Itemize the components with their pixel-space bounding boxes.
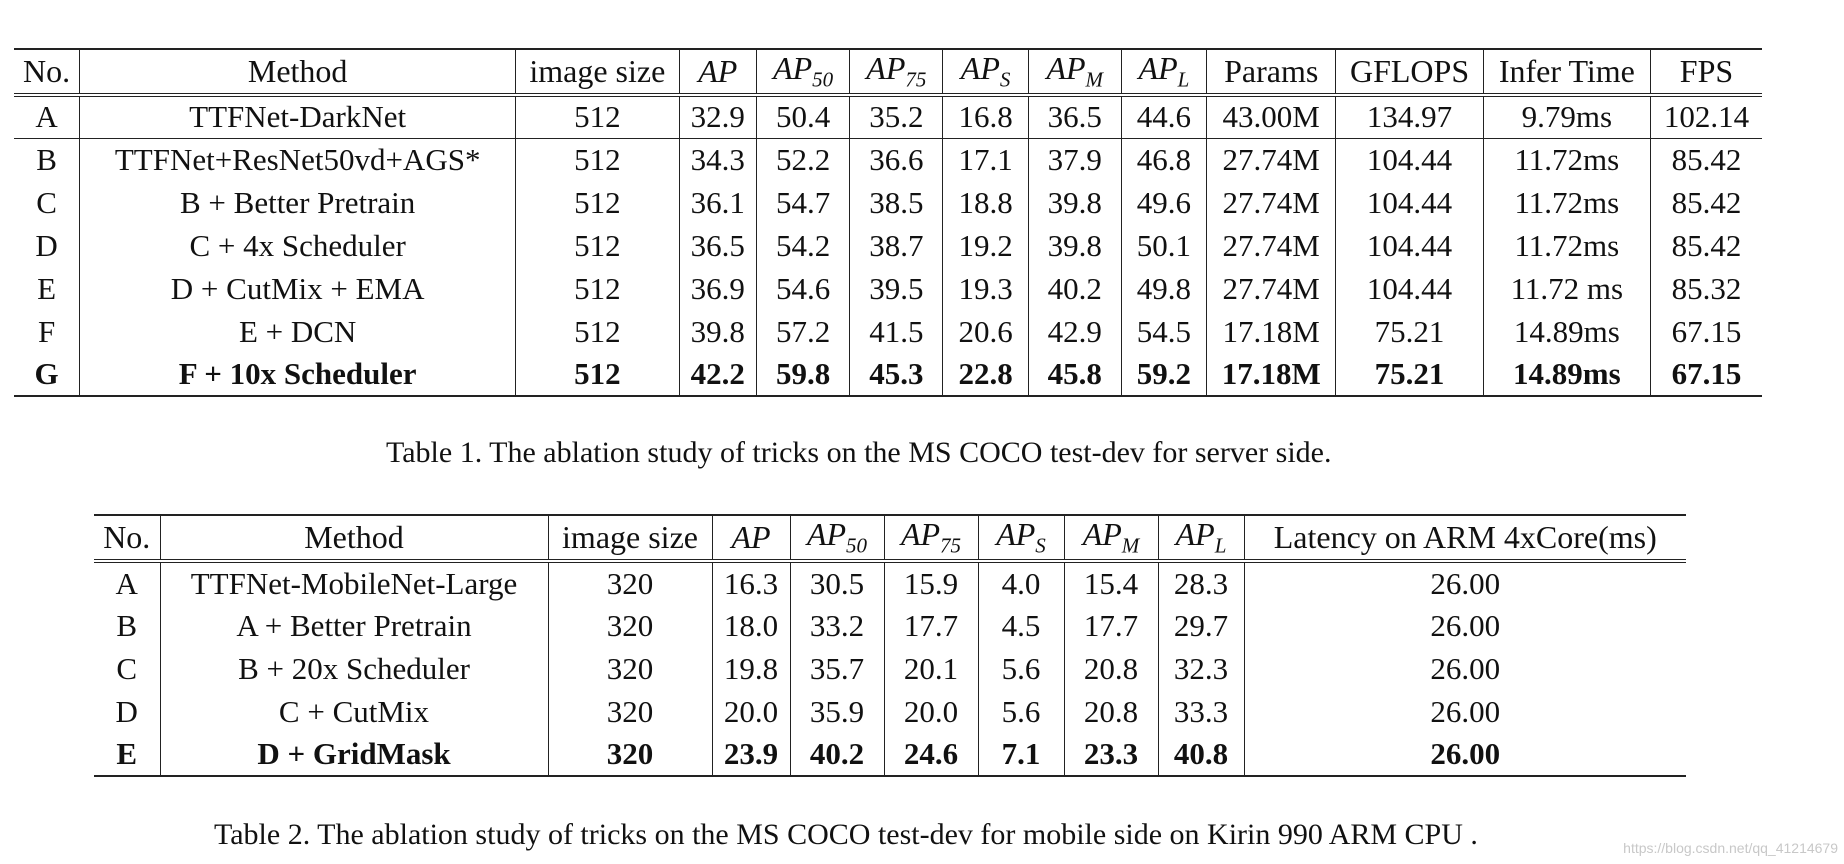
value-cell: 49.8 [1121, 267, 1206, 310]
method-cell: B + Better Pretrain [80, 181, 516, 224]
value-cell: 59.8 [757, 353, 850, 396]
value-cell: 54.2 [757, 224, 850, 267]
value-cell: 42.2 [679, 353, 757, 396]
value-cell: 20.1 [884, 647, 978, 690]
value-cell: 57.2 [757, 310, 850, 353]
table-row [94, 733, 1686, 776]
value-cell: 35.2 [850, 95, 943, 138]
value-cell: 11.72ms [1483, 224, 1650, 267]
value-cell: 36.1 [679, 181, 757, 224]
table-1-caption: Table 1. The ablation study of tricks on the MS COCO test-dev for server side. [386, 436, 1332, 469]
value-cell: 320 [548, 733, 712, 776]
method-cell: C + 4x Scheduler [80, 224, 516, 267]
table-row [14, 95, 1762, 138]
value-cell: 17.1 [943, 138, 1028, 181]
value-cell: 26.00 [1244, 561, 1686, 604]
value-cell: 42.9 [1028, 310, 1121, 353]
value-cell: 85.42 [1650, 224, 1762, 267]
header-ap75: $AP_{75}$ [850, 49, 943, 95]
value-cell: 23.9 [712, 733, 790, 776]
value-cell: 45.8 [1028, 353, 1121, 396]
value-cell: 24.6 [884, 733, 978, 776]
value-cell: 28.3 [1158, 561, 1244, 604]
row-id-cell: D [35, 227, 58, 263]
header-ap: AP [712, 515, 790, 561]
value-cell: 49.6 [1121, 181, 1206, 224]
value-cell: 19.8 [712, 647, 790, 690]
value-cell: 39.8 [1028, 224, 1121, 267]
value-cell: 17.7 [1064, 604, 1158, 647]
value-cell: 40.2 [790, 733, 884, 776]
value-cell: 36.5 [1028, 95, 1121, 138]
value-cell: 512 [516, 224, 679, 267]
value-cell: 17.18M [1207, 310, 1336, 353]
value-cell: 17.7 [884, 604, 978, 647]
table-2-header-row [94, 515, 1686, 561]
header-ap75: $AP_{75}$ [884, 515, 978, 561]
table-row [94, 561, 1686, 604]
value-cell: 5.6 [978, 647, 1064, 690]
value-cell: 16.3 [712, 561, 790, 604]
value-cell: 104.44 [1336, 224, 1483, 267]
header-infer-time: Infer Time [1483, 49, 1650, 95]
method-cell: TTFNet-DarkNet [80, 95, 516, 138]
table-row [14, 353, 1762, 396]
value-cell: 27.74M [1207, 138, 1336, 181]
table-row [14, 181, 1762, 224]
table-2 [94, 514, 1686, 777]
value-cell: 26.00 [1244, 733, 1686, 776]
value-cell: 44.6 [1121, 95, 1206, 138]
row-id-cell: B [14, 138, 80, 181]
header-latency: Latency on ARM 4xCore(ms) [1244, 515, 1686, 561]
header-image-size: image size [548, 515, 712, 561]
value-cell: 512 [516, 95, 679, 138]
value-cell: 37.9 [1028, 138, 1121, 181]
value-cell: 134.97 [1336, 95, 1483, 138]
table-2-caption: Table 2. The ablation study of tricks on the MS COCO test-dev for mobile side on Kirin 990 ARM CPU . [214, 818, 1478, 851]
value-cell: 54.5 [1121, 310, 1206, 353]
value-cell: 39.8 [1028, 181, 1121, 224]
header-aps: $AP_S$ [943, 49, 1028, 95]
value-cell: 102.14 [1650, 95, 1762, 138]
value-cell: 16.8 [943, 95, 1028, 138]
header-gflops: GFLOPS [1336, 49, 1483, 95]
row-id-cell: E [37, 270, 57, 306]
table-1 [14, 48, 1762, 397]
value-cell: 33.2 [790, 604, 884, 647]
value-cell: 512 [516, 310, 679, 353]
value-cell: 27.74M [1207, 181, 1336, 224]
value-cell: 512 [516, 353, 679, 396]
header-fps: FPS [1650, 49, 1762, 95]
value-cell: 26.00 [1244, 604, 1686, 647]
value-cell: 33.3 [1158, 690, 1244, 733]
header-apl: $AP_L$ [1158, 515, 1244, 561]
watermark: https://blog.csdn.net/qq_41214679 [1623, 840, 1838, 856]
value-cell: 104.44 [1336, 267, 1483, 310]
value-cell: 50.4 [757, 95, 850, 138]
row-id-cell: F [37, 313, 56, 349]
value-cell: 15.9 [884, 561, 978, 604]
value-cell: 512 [516, 181, 679, 224]
method-cell: C + CutMix [160, 690, 548, 733]
header-method: Method [80, 49, 516, 95]
value-cell: 104.44 [1336, 181, 1483, 224]
table-row [14, 267, 1762, 310]
table-row [14, 224, 1762, 267]
header-ap50: $AP_{50}$ [790, 515, 884, 561]
header-no: No. [14, 49, 80, 95]
value-cell: 35.9 [790, 690, 884, 733]
header-aps: $AP_S$ [978, 515, 1064, 561]
method-cell: D + CutMix + EMA [80, 267, 516, 310]
value-cell: 85.32 [1650, 267, 1762, 310]
value-cell: 4.5 [978, 604, 1064, 647]
value-cell: 320 [548, 604, 712, 647]
method-cell: TTFNet+ResNet50vd+AGS* [80, 138, 516, 181]
value-cell: 38.5 [850, 181, 943, 224]
value-cell: 75.21 [1336, 353, 1483, 396]
row-id-cell: A [94, 561, 160, 604]
table-row [94, 647, 1686, 690]
value-cell: 11.72 ms [1483, 267, 1650, 310]
value-cell: 26.00 [1244, 647, 1686, 690]
value-cell: 35.7 [790, 647, 884, 690]
value-cell: 18.8 [943, 181, 1028, 224]
value-cell: 20.8 [1064, 647, 1158, 690]
table-row [94, 690, 1686, 733]
table-row [14, 310, 1762, 353]
header-no: No. [94, 515, 160, 561]
table-row [94, 604, 1686, 647]
value-cell: 26.00 [1244, 690, 1686, 733]
header-ap50: $AP_{50}$ [757, 49, 850, 95]
value-cell: 18.0 [712, 604, 790, 647]
method-cell: TTFNet-MobileNet-Large [160, 561, 548, 604]
row-id-cell: D [115, 693, 138, 729]
value-cell: 43.00M [1207, 95, 1336, 138]
value-cell: 14.89ms [1483, 310, 1650, 353]
value-cell: 54.6 [757, 267, 850, 310]
value-cell: 27.74M [1207, 267, 1336, 310]
header-ap: AP [679, 49, 757, 95]
value-cell: 52.2 [757, 138, 850, 181]
value-cell: 15.4 [1064, 561, 1158, 604]
value-cell: 36.6 [850, 138, 943, 181]
row-id-cell: A [14, 95, 80, 138]
value-cell: 5.6 [978, 690, 1064, 733]
value-cell: 19.3 [943, 267, 1028, 310]
value-cell: 85.42 [1650, 181, 1762, 224]
value-cell: 67.15 [1650, 310, 1762, 353]
row-id-cell: B [116, 607, 138, 643]
value-cell: 320 [548, 561, 712, 604]
value-cell: 59.2 [1121, 353, 1206, 396]
table-row [14, 138, 1762, 181]
value-cell: 14.89ms [1483, 353, 1650, 396]
value-cell: 40.8 [1158, 733, 1244, 776]
header-image-size: image size [516, 49, 679, 95]
method-cell: A + Better Pretrain [160, 604, 548, 647]
header-method: Method [160, 515, 548, 561]
value-cell: 11.72ms [1483, 138, 1650, 181]
value-cell: 20.0 [884, 690, 978, 733]
value-cell: 32.9 [679, 95, 757, 138]
table-1-header-row [14, 49, 1762, 95]
value-cell: 22.8 [943, 353, 1028, 396]
value-cell: 45.3 [850, 353, 943, 396]
value-cell: 11.72ms [1483, 181, 1650, 224]
value-cell: 7.1 [978, 733, 1064, 776]
value-cell: 36.5 [679, 224, 757, 267]
value-cell: 27.74M [1207, 224, 1336, 267]
value-cell: 320 [548, 690, 712, 733]
value-cell: 46.8 [1121, 138, 1206, 181]
value-cell: 20.0 [712, 690, 790, 733]
value-cell: 67.15 [1650, 353, 1762, 396]
value-cell: 4.0 [978, 561, 1064, 604]
value-cell: 41.5 [850, 310, 943, 353]
method-cell: B + 20x Scheduler [160, 647, 548, 690]
value-cell: 39.5 [850, 267, 943, 310]
row-id-cell: G [14, 353, 80, 396]
header-params: Params [1207, 49, 1336, 95]
value-cell: 104.44 [1336, 138, 1483, 181]
value-cell: 20.8 [1064, 690, 1158, 733]
value-cell: 30.5 [790, 561, 884, 604]
value-cell: 75.21 [1336, 310, 1483, 353]
row-id-cell: C [36, 184, 57, 220]
value-cell: 34.3 [679, 138, 757, 181]
value-cell: 54.7 [757, 181, 850, 224]
value-cell: 9.79ms [1483, 95, 1650, 138]
row-id-cell: E [94, 733, 160, 776]
header-apl: $AP_L$ [1121, 49, 1206, 95]
header-apm: $AP_M$ [1028, 49, 1121, 95]
value-cell: 39.8 [679, 310, 757, 353]
value-cell: 19.2 [943, 224, 1028, 267]
value-cell: 512 [516, 267, 679, 310]
value-cell: 320 [548, 647, 712, 690]
value-cell: 23.3 [1064, 733, 1158, 776]
header-apm: $AP_M$ [1064, 515, 1158, 561]
method-cell: E + DCN [80, 310, 516, 353]
value-cell: 29.7 [1158, 604, 1244, 647]
value-cell: 50.1 [1121, 224, 1206, 267]
value-cell: 40.2 [1028, 267, 1121, 310]
value-cell: 36.9 [679, 267, 757, 310]
value-cell: 20.6 [943, 310, 1028, 353]
value-cell: 512 [516, 138, 679, 181]
method-cell: D + GridMask [160, 733, 548, 776]
value-cell: 85.42 [1650, 138, 1762, 181]
value-cell: 17.18M [1207, 353, 1336, 396]
value-cell: 32.3 [1158, 647, 1244, 690]
value-cell: 38.7 [850, 224, 943, 267]
method-cell: F + 10x Scheduler [80, 353, 516, 396]
row-id-cell: C [116, 650, 138, 686]
